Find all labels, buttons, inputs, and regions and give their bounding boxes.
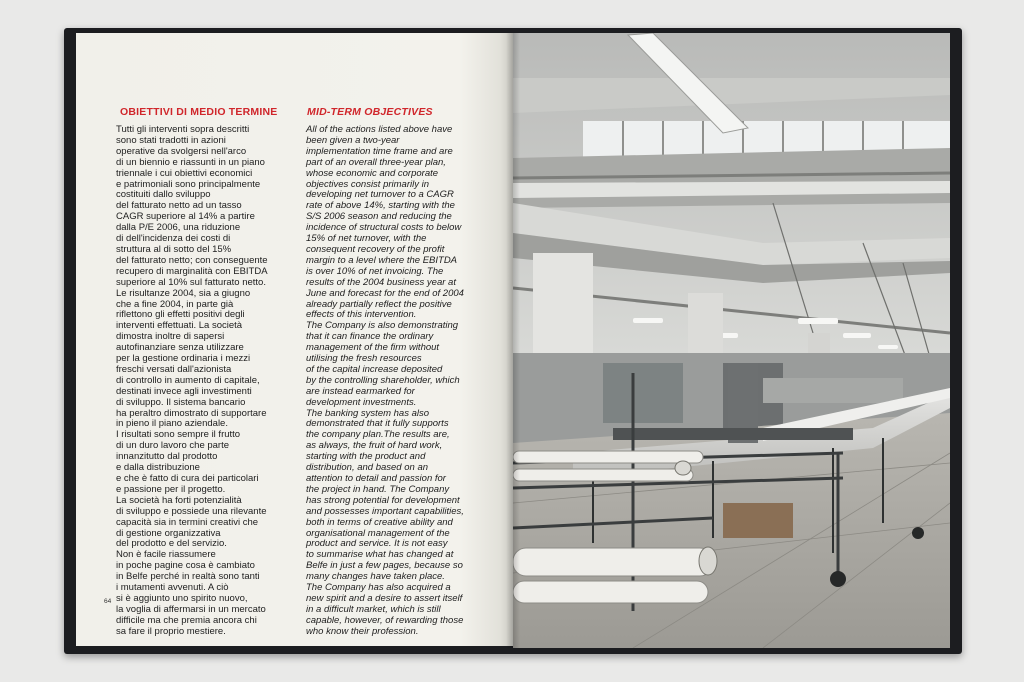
italian-heading: OBIETTIVI DI MEDIO TERMINE [120,106,278,118]
english-column [306,106,506,638]
factory-interior-photo [513,33,950,648]
english-heading: MID-TERM OBJECTIVES [307,106,433,118]
page-number: 64 [104,598,112,605]
english-body-text: All of the actions listed above have been given a two-year implementation time frame and are part of an overall three-year plan, whose economic and corporate objectives consist primarily in developing net turnover to a CAGR rate of above 14%, starting with the S/S 2006 season and reducing the incidence of structural costs to below 15% of net turnover, with the consequent recovery of the profit margin to a level where the EBITDA is over 10% of net invoicing. The results of the 2004 business year at June and forecast for the end of 2004 already partially reflect the positive effects of this intervention. The Company is also demonstrating that it can finance the ordinary management of the firm without utilising the fresh resources of the capital increase deposited by the controlling shareholder, which are instead earmarked for development investments. The banking system has also demonstrated that it fully supports the company plan.The results are, as always, the fruit of hard work, starting with the product and distribution, and based on an attention to detail and passion for the project in hand. The Company has strong potential for development and possesses important capabilities, both in terms of creative ability and organisational management of the product and service. It is not easy to summarise what has changed at Belfe in just a few pages, because so many changes have taken place. The Company has also acquired a new spirit and a desire to assert itself in a difficult market, which is still capable, however, of rewarding those who know their profession. [306,124,464,637]
factory-photo-page [513,33,950,648]
italian-body-text: Tutti gli interventi sopra descritti sono stati tradotti in azioni operative da svolgersi nell'arco di un biennio e riassunti in un piano triennale i cui obiettivi economici e patrimoniali sono principalmente costituiti dallo sviluppo del fatturato netto ad un tasso CAGR superiore al 14% a partire dalla P/E 2006, una riduzione di dell'incidenza dei costi di struttura al di sotto del 15% del fatturato netto; con conseguente recupero di marginalità con EBITDA superiore al 10% sul fatturato netto. Le risultanze 2004, sia a giugno che a fine 2004, in parte già riflettono gli effetti positivi degli interventi effettuati. La società dimostra inoltre di sapersi autofinanziare senza utilizzare per la gestione ordinaria i mezzi freschi versati dall'azionista di controllo in aumento di capitale, destinati invece agli investimenti di sviluppo. Il sistema bancario ha peraltro dimostrato di supportare in pieno il piano aziendale. I risultati sono sempre il frutto di un duro lavoro che parte innanzitutto dal prodotto e dalla distribuzione e che è fatto di cura dei particolari e passione per il progetto. La società ha forti potenzialità di sviluppo e possiede una rilevante capacità sia in termini creativi che di gestione organizzativa del prodotto e del servizio. Non è facile riassumere in poche pagine cosa è cambiato in Belfe perché in realtà sono tanti i mutamenti avvenuti. A ciò si è aggiunto uno spirito nuovo, la voglia di affermarsi in un mercato difficile ma che premia ancora chi sa fare il proprio mestiere. [116,124,268,637]
italian-column [116,106,296,638]
